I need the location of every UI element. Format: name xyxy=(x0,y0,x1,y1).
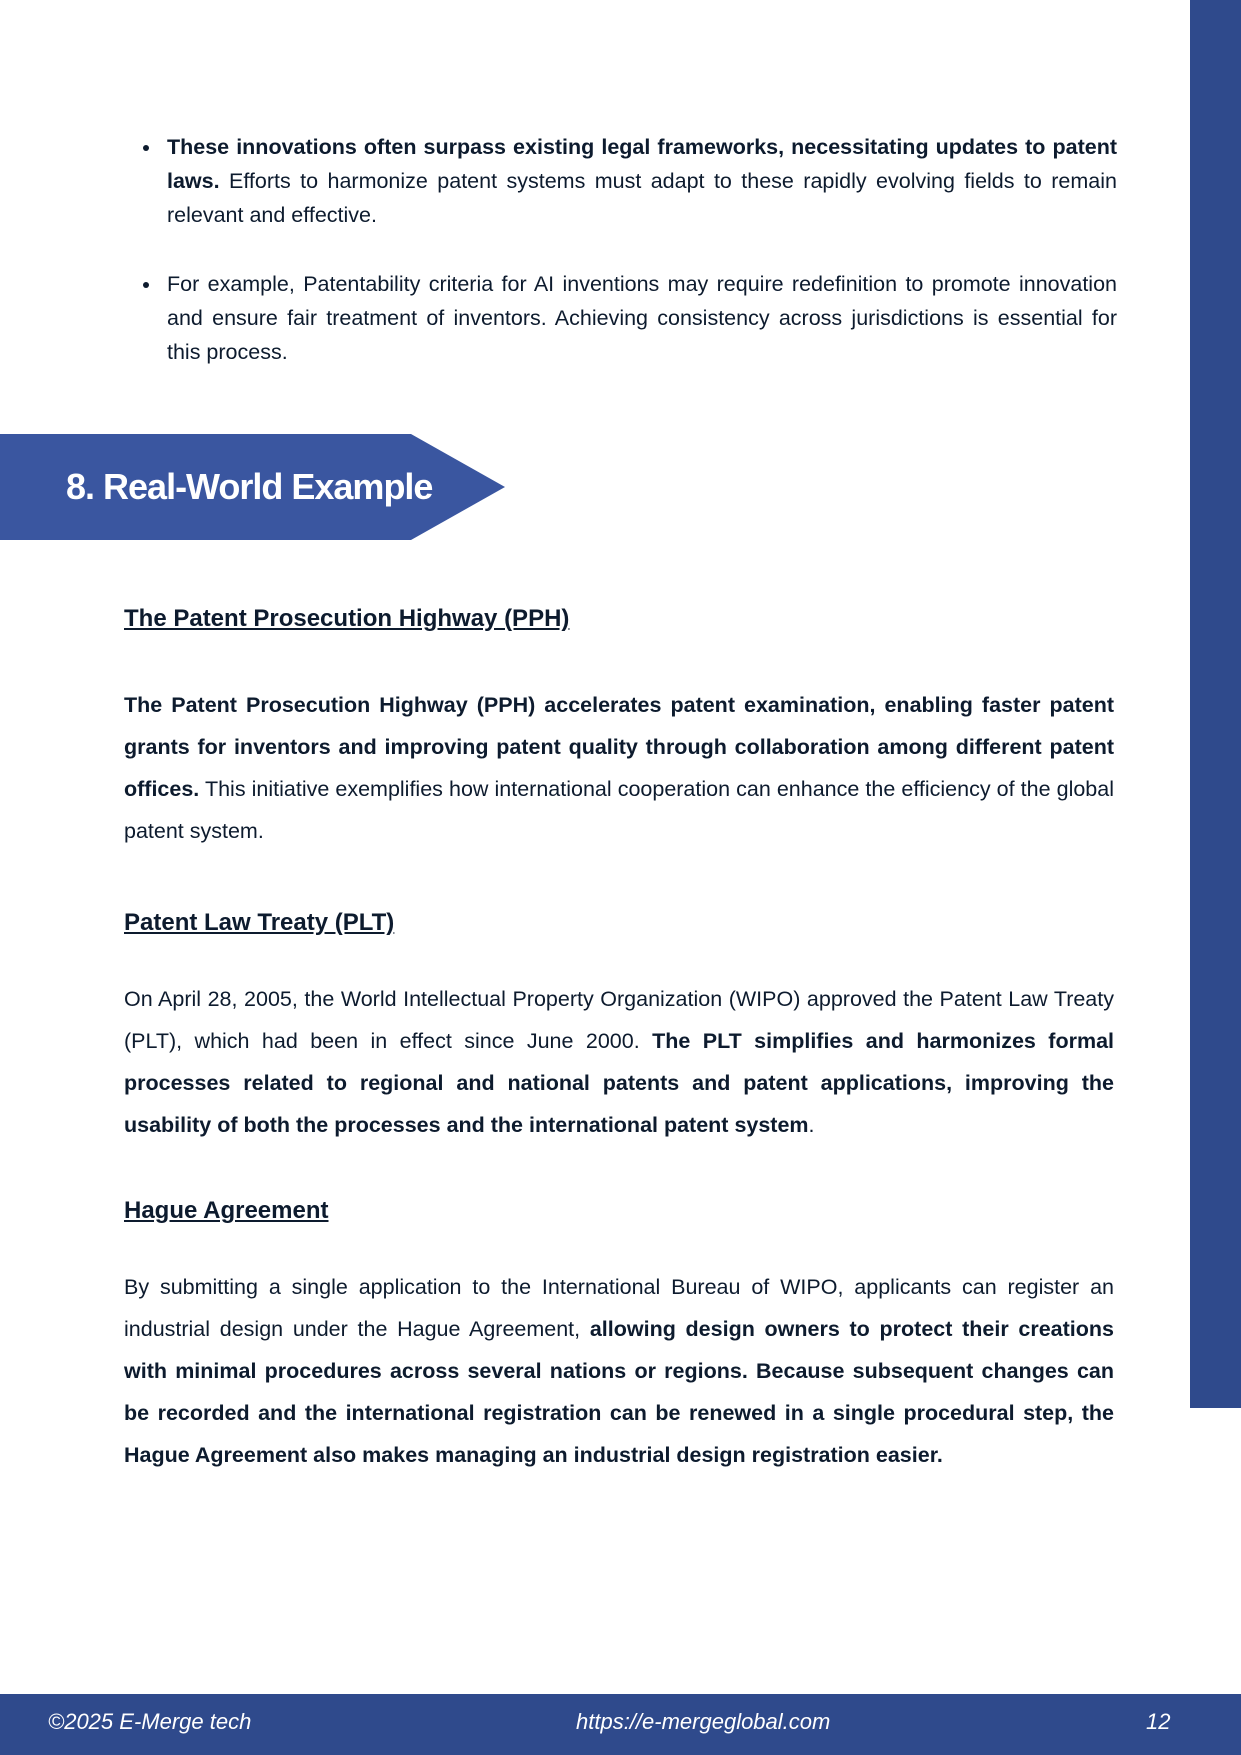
footer-copyright: ©2025 E-Merge tech xyxy=(48,1709,252,1734)
hague-heading: Hague Agreement xyxy=(124,1197,329,1224)
plt-tail: . xyxy=(808,1113,815,1137)
page-number: 12 xyxy=(1146,1709,1171,1734)
hague-section xyxy=(124,1196,1114,1476)
pph-heading: The Patent Prosecution Highway (PPH) xyxy=(124,605,570,632)
list-item xyxy=(143,267,1117,369)
section-banner xyxy=(0,434,505,540)
bullet-bold-text: These innovations often surpass existing legal frameworks, necessitating updates to patent laws. xyxy=(167,135,1117,193)
plt-bold-text: The PLT simplifies and harmonizes formal processes related to regional and national patents and patent applications, improving the usability of both the processes and the international patent system xyxy=(124,1029,1114,1137)
plt-text: On April 28, 2005, the World Intellectual Property Organization (WIPO) approved the Patent Law Treaty (PLT), which had been in effect since June 2000. xyxy=(124,987,1114,1053)
hague-text: By submitting a single application to the International Bureau of WIPO, applicants can register an industrial design under the Hague Agreement, xyxy=(124,1275,1114,1341)
bullet-list xyxy=(143,130,1117,404)
list-item xyxy=(143,130,1117,232)
pph-section xyxy=(124,604,1114,852)
hague-bold-text: allowing design owners to protect their creations with minimal procedures across several nations or regions. Because subsequent changes can be recorded and the international registration can be renewed in a single procedural step, the Hague Agreement also makes managing an industrial design registration easier. xyxy=(124,1317,1114,1467)
plt-heading: Patent Law Treaty (PLT) xyxy=(124,909,395,936)
bullet-icon xyxy=(143,145,149,151)
plt-section xyxy=(124,908,1114,1146)
pph-bold-text: The Patent Prosecution Highway (PPH) accelerates patent examination, enabling faster patent grants for inventors and improving patent quality through collaboration among different patent offices. xyxy=(124,693,1114,801)
page-footer xyxy=(0,1694,1241,1755)
bullet-text: Efforts to harmonize patent systems must adapt to these rapidly evolving fields to remain relevant and effective. xyxy=(167,169,1117,227)
footer-url[interactable]: https://e-mergeglobal.com xyxy=(576,1709,831,1734)
plt-paragraph xyxy=(124,978,1114,1146)
bullet-text: For example, Patentability criteria for AI inventions may require redefinition to promote innovation and ensure fair treatment of inventors. Achieving consistency across jurisdictions is essential for this process. xyxy=(167,272,1117,364)
side-accent-bar xyxy=(1190,0,1241,1408)
hague-paragraph xyxy=(124,1266,1114,1476)
bullet-icon xyxy=(143,282,149,288)
section-title: 8. Real-World Example xyxy=(66,466,433,507)
pph-text: This initiative exemplifies how international cooperation can enhance the efficiency of the global patent system. xyxy=(124,777,1114,843)
pph-paragraph xyxy=(124,684,1114,852)
